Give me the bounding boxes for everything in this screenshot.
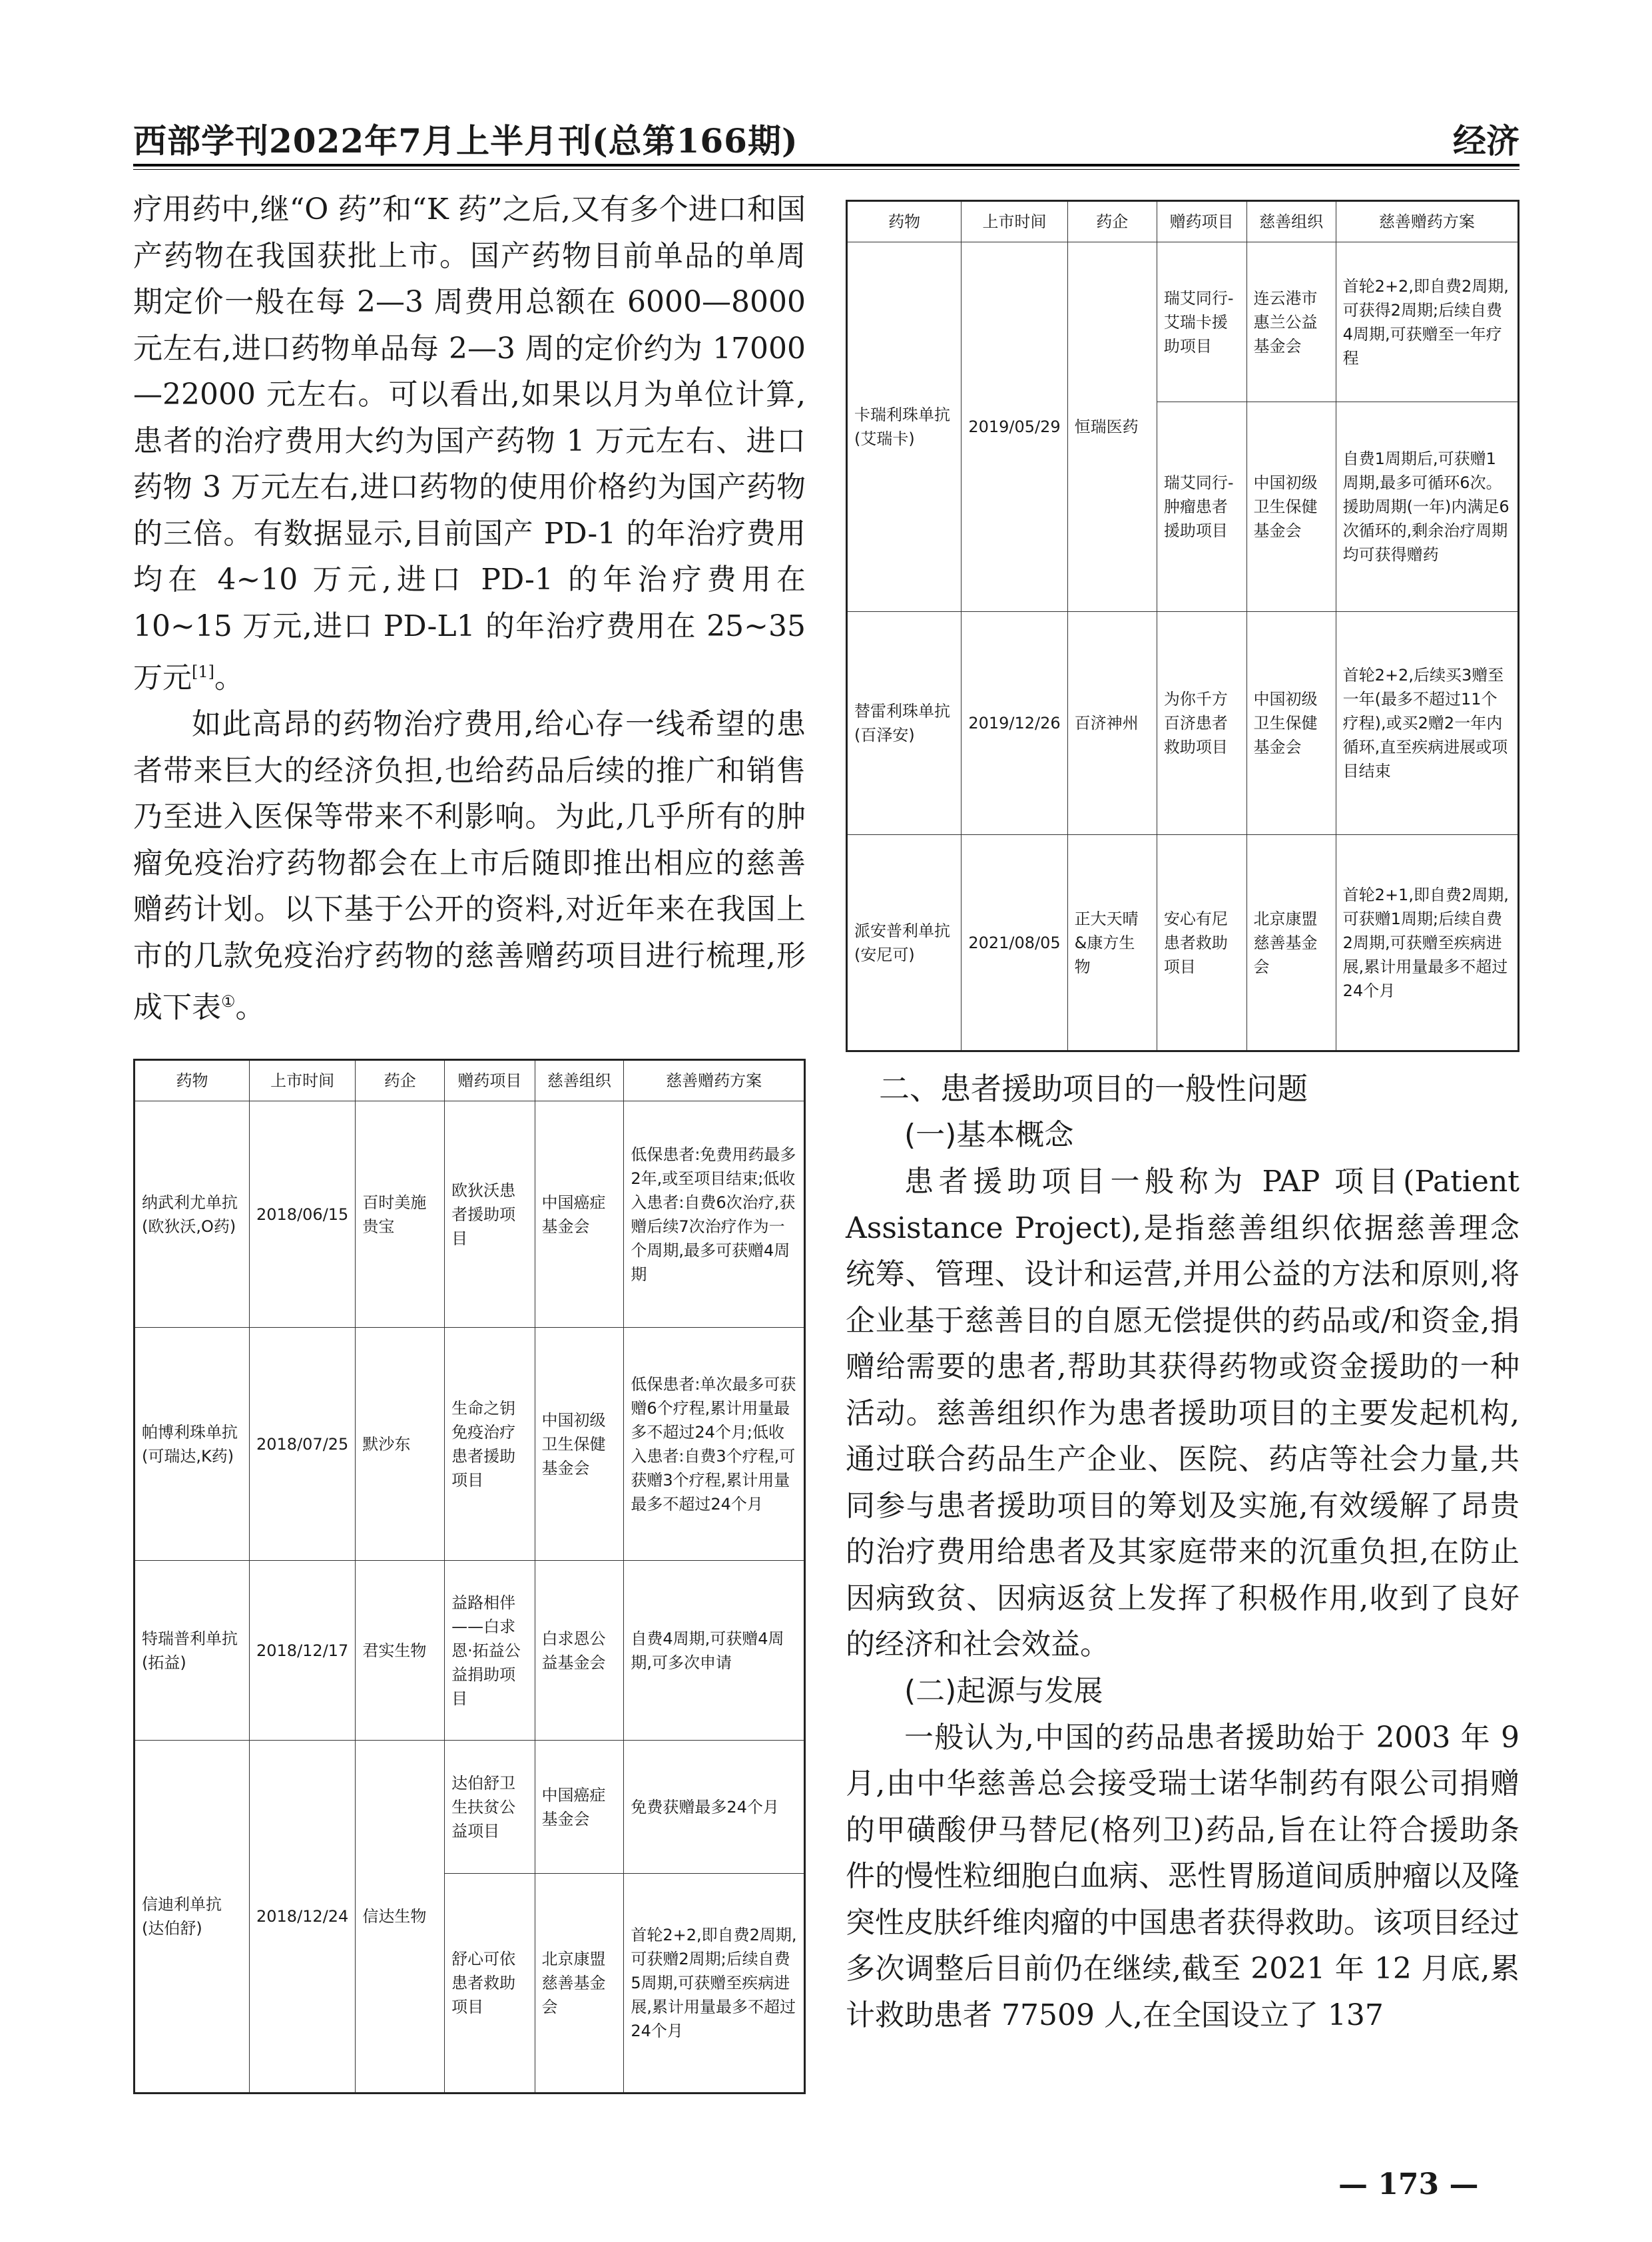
page-number: — 173 — xyxy=(1338,2167,1479,2201)
table-row xyxy=(135,1328,805,1561)
table-row xyxy=(847,835,1519,1051)
program-cell: 为你千方百济患者救助项目 xyxy=(1157,612,1246,835)
paragraph: 疗用药中,继“O 药”和“K 药”之后,又有多个进口和国产药物在我国获批上市。国产药物目前单品的单周期定价一般在每 2—3 周费用总额在 6000—8000 元左右,进口药物单品每 2—3 周的定价约为 17000—22000 元左右。可以看出,如果以月为单位计算,患者的治疗费用大约为国产药物 1 万元左右、进口药物 3 万元左右,进口药物的使用价格约为国产药物的三倍。有数据显示,目前国产 PD-1 的年治疗费用均在 4~10 万元,进口 PD-1 的年治疗费用在 10~15 万元,进口 PD-L1 的年治疗费用在 25~35 万元[1]。 xyxy=(133,192,806,695)
running-header xyxy=(133,112,1519,158)
donation-plan-cell: 自费1周期后,可获赠1周期,最多可循环6次。援助周期(一年)内满足6次循环的,剩余治疗周期均可获得赠药 xyxy=(1336,402,1518,612)
donation-plan-cell: 首轮2+2,即自费2周期,可获得2周期;后续自费4周期,可获赠至一年疗程 xyxy=(1336,242,1518,402)
program-cell: 欧狄沃患者援助项目 xyxy=(445,1101,535,1328)
drug-name-cell: 派安普利单抗(安尼可) xyxy=(847,835,962,1051)
program-cell: 达伯舒卫生扶贫公益项目 xyxy=(445,1741,535,1874)
donation-plan-cell: 免费获赠最多24个月 xyxy=(624,1741,805,1874)
charity-org-cell: 中国癌症基金会 xyxy=(535,1101,624,1328)
company-cell: 百时美施贵宝 xyxy=(356,1101,445,1328)
donation-plan-cell: 低保患者:免费用药最多2年,或至项目结束;低收入患者:自费6次治疗,获赠后续7次治疗作为一个周期,最多可获赠4周期 xyxy=(624,1101,805,1328)
table-row xyxy=(847,242,1519,402)
company-cell: 信达生物 xyxy=(356,1741,445,2094)
table-row xyxy=(847,612,1519,835)
company-cell: 正大天晴&康方生物 xyxy=(1067,835,1157,1051)
program-cell: 生命之钥免疫治疗患者援助项目 xyxy=(445,1328,535,1561)
drug-name-cell: 替雷利珠单抗(百泽安) xyxy=(847,612,962,835)
header-rule xyxy=(133,164,1519,166)
launch-date-cell: 2018/12/24 xyxy=(250,1741,356,2094)
column-header: 药企 xyxy=(1067,201,1157,242)
program-cell: 瑞艾同行-艾瑞卡援助项目 xyxy=(1157,242,1246,402)
column-header: 赠药项目 xyxy=(445,1060,535,1101)
column-header: 上市时间 xyxy=(250,1060,356,1101)
drug-name-cell: 帕博利珠单抗(可瑞达,K药) xyxy=(135,1328,250,1561)
charity-org-cell: 北京康盟慈善基金会 xyxy=(535,1874,624,2094)
table-row xyxy=(135,1561,805,1741)
table-header-row xyxy=(847,201,1519,242)
launch-date-cell: 2019/05/29 xyxy=(962,242,1067,612)
subsection-heading: (二)起源与发展 xyxy=(904,1673,1103,1708)
company-cell: 君实生物 xyxy=(356,1561,445,1741)
donation-plan-cell: 低保患者:单次最多可获赠6个疗程,累计用量最多不超过24个月;低收入患者:自费3个疗程,可获赠3个疗程,累计用量最多不超过24个月 xyxy=(624,1328,805,1561)
launch-date-cell: 2021/08/05 xyxy=(962,835,1067,1051)
table-row xyxy=(135,1741,805,1874)
column-header: 药企 xyxy=(356,1060,445,1101)
company-cell: 默沙东 xyxy=(356,1328,445,1561)
column-header: 上市时间 xyxy=(962,201,1067,242)
charity-org-cell: 中国初级卫生保健基金会 xyxy=(1246,402,1336,612)
charity-drug-table-left xyxy=(133,1059,806,2094)
drug-name-cell: 纳武利尤单抗(欧狄沃,O药) xyxy=(135,1101,250,1328)
table-header-row xyxy=(135,1060,805,1101)
column-header: 慈善赠药方案 xyxy=(1336,201,1518,242)
charity-org-cell: 中国癌症基金会 xyxy=(535,1741,624,1874)
charity-org-cell: 中国初级卫生保健基金会 xyxy=(535,1328,624,1561)
left-column-text xyxy=(133,186,806,1031)
subsection-heading: (一)基本概念 xyxy=(904,1118,1074,1152)
footnote-mark: ① xyxy=(221,992,236,1011)
launch-date-cell: 2018/07/25 xyxy=(250,1328,356,1561)
charity-org-cell: 北京康盟慈善基金会 xyxy=(1246,835,1336,1051)
header-rule-thin xyxy=(133,169,1519,170)
right-column-text xyxy=(846,1065,1519,2038)
donation-plan-cell: 首轮2+2,即自费2周期,可获赠2周期;后续自费5周期,可获赠至疾病进展,累计用量最多不超过24个月 xyxy=(624,1874,805,2094)
charity-drug-table-right xyxy=(846,200,1519,1052)
program-cell: 安心有尼患者救助项目 xyxy=(1157,835,1246,1051)
drug-name-cell: 信迪利单抗(达伯舒) xyxy=(135,1741,250,2094)
charity-org-cell: 白求恩公益基金会 xyxy=(535,1561,624,1741)
drug-name-cell: 卡瑞利珠单抗(艾瑞卡) xyxy=(847,242,962,612)
section-heading: 二、患者援助项目的一般性问题 xyxy=(879,1071,1308,1107)
launch-date-cell: 2018/06/15 xyxy=(250,1101,356,1328)
column-header: 赠药项目 xyxy=(1157,201,1246,242)
column-header: 慈善赠药方案 xyxy=(624,1060,805,1101)
donation-plan-cell: 首轮2+2,后续买3赠至一年(最多不超过11个疗程),或买2赠2一年内循环,直至疾病进展或项目结束 xyxy=(1336,612,1518,835)
launch-date-cell: 2018/12/17 xyxy=(250,1561,356,1741)
donation-plan-cell: 自费4周期,可获赠4周期,可多次申请 xyxy=(624,1561,805,1741)
paragraph: 患者援助项目一般称为 PAP 项目(Patient Assistance Project),是指慈善组织依据慈善理念统筹、管理、设计和运营,并用公益的方法和原则,将企业基于慈善目的自愿无偿提供的药品或/和资金,捐赠给需要的患者,帮助其获得药物或资金援助的一种活动。慈善组织作为患者援助项目的主要发起机构,通过联合药品生产企业、医院、药店等社会力量,共同参与患者援助项目的筹划及实施,有效缓解了昂贵的治疗费用给患者及其家庭带来的沉重负担,在防止因病致贫、因病返贫上发挥了积极作用,收到了良好的经济和社会效益。 xyxy=(846,1165,1519,1661)
column-header: 药物 xyxy=(847,201,962,242)
donation-plan-cell: 首轮2+1,即自费2周期,可获赠1周期;后续自费2周期,可获赠至疾病进展,累计用量最多不超过24个月 xyxy=(1336,835,1518,1051)
program-cell: 瑞艾同行-肿瘤患者援助项目 xyxy=(1157,402,1246,612)
program-cell: 益路相伴——白求恩·拓益公益捐助项目 xyxy=(445,1561,535,1741)
company-cell: 百济神州 xyxy=(1067,612,1157,835)
table-row xyxy=(135,1101,805,1328)
launch-date-cell: 2019/12/26 xyxy=(962,612,1067,835)
column-header: 药物 xyxy=(135,1060,250,1101)
journal-title: 西部学刊2022年7月上半月刊(总第166期) xyxy=(133,121,798,160)
paragraph: 一般认为,中国的药品患者援助始于 2003 年 9 月,由中华慈善总会接受瑞士诺华制药有限公司捐赠的甲磺酸伊马替尼(格列卫)药品,旨在让符合援助条件的慢性粒细胞白血病、恶性胃肠道间质肿瘤以及隆突性皮肤纤维肉瘤的中国患者获得救助。该项目经过多次调整后目前仍在继续,截至 2021 年 12 月底,累计救助患者 77509 人,在全国设立了 137 xyxy=(846,1720,1519,2032)
company-cell: 恒瑞医药 xyxy=(1067,242,1157,612)
citation: [1] xyxy=(192,663,214,681)
column-header: 慈善组织 xyxy=(1246,201,1336,242)
drug-name-cell: 特瑞普利单抗(拓益) xyxy=(135,1561,250,1741)
paragraph: 如此高昂的药物治疗费用,给心存一线希望的患者带来巨大的经济负担,也给药品后续的推广和销售乃至进入医保等带来不利影响。为此,几乎所有的肿瘤免疫治疗药物都会在上市后随即推出相应的慈善赠药计划。以下基于公开的资料,对近年来在我国上市的几款免疫治疗药物的慈善赠药项目进行梳理,形成下表①。 xyxy=(133,707,806,1025)
program-cell: 舒心可依患者救助项目 xyxy=(445,1874,535,2094)
charity-org-cell: 连云港市惠兰公益基金会 xyxy=(1246,242,1336,402)
charity-org-cell: 中国初级卫生保健基金会 xyxy=(1246,612,1336,835)
section-name: 经济 xyxy=(1453,121,1519,160)
column-header: 慈善组织 xyxy=(535,1060,624,1101)
